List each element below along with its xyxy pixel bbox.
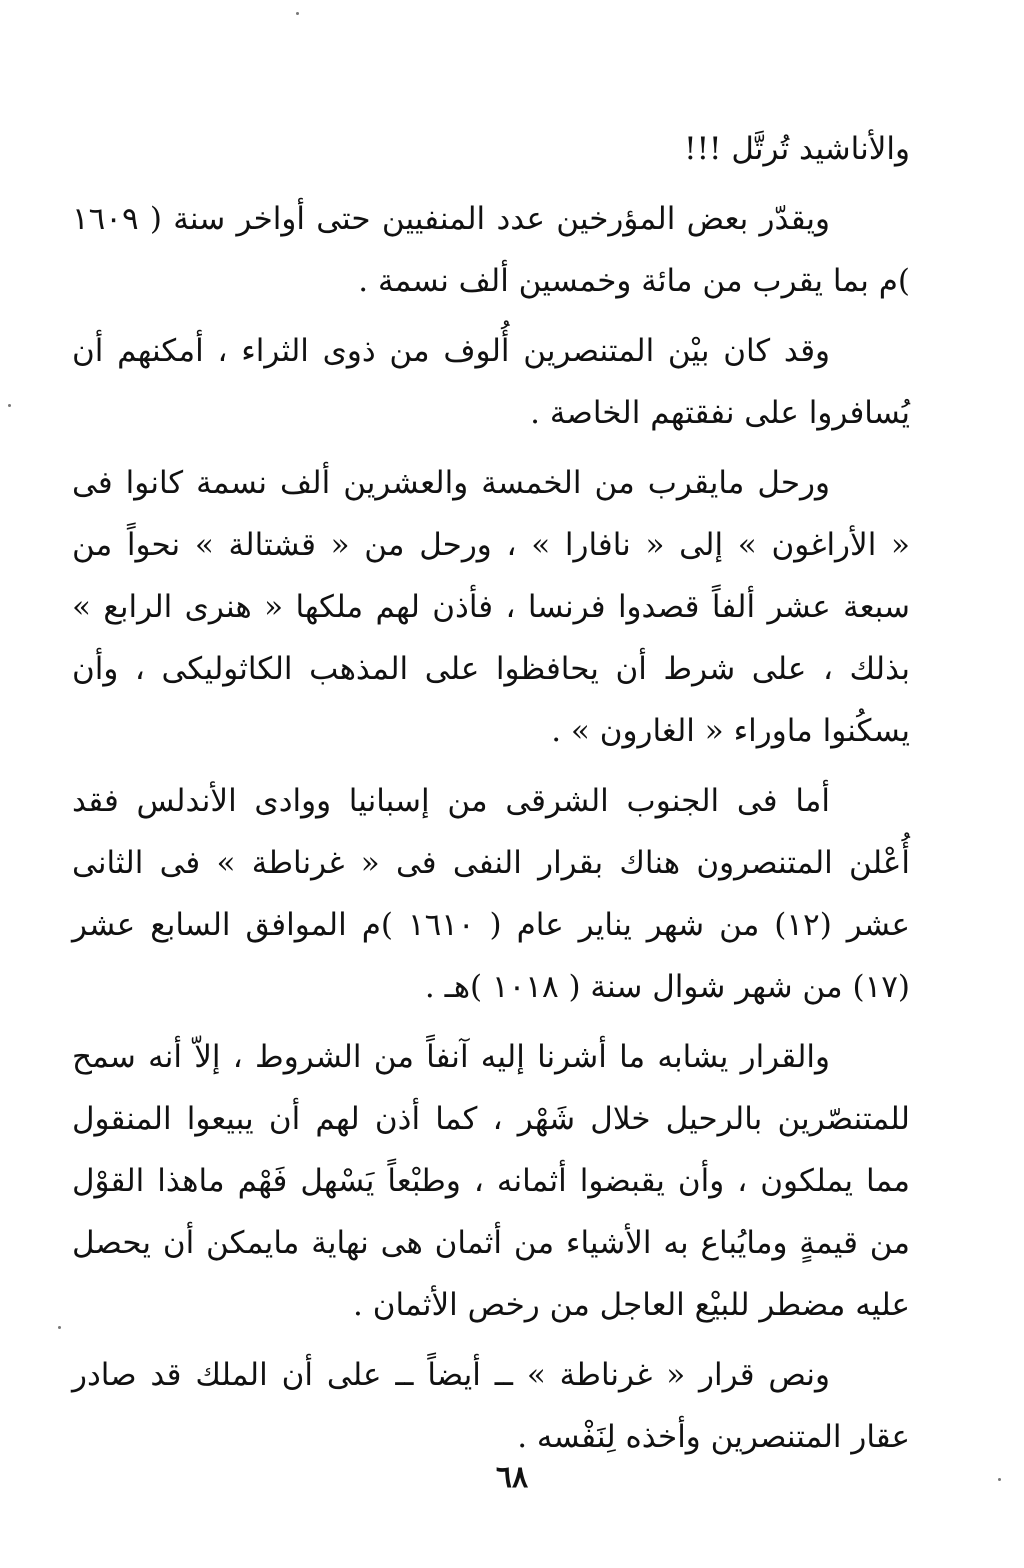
scan-speck <box>296 12 299 15</box>
scan-speck <box>998 1478 1001 1481</box>
paragraph-6: والقرار يشابه ما أشرنا إليه آنفاً من الشروط ، إلاّ أنه سمح للمتنصّرين بالرحيل خلال شَهْر ، كما أذن لهم أن يبيعوا المنقول مما يملكون ، وأن يقبضوا أثمانه ، وطبْعاً يَسْهل فَهْم ماهذا القوْل من قيمةٍ ومايُباع به الأشياء من أثمان هى نهاية مايمكن أن يحصل عليه مضطر للبيْع العاجل من رخص الأثمان . <box>72 1039 910 1323</box>
page-number: ٦٨ <box>495 1460 529 1495</box>
body-text <box>72 118 910 1476</box>
paragraph-3: وقد كان بيْن المتنصرين أُلوف من ذوى الثراء ، أمكنهم أن يُسافروا على نفقتهم الخاصة . <box>72 333 910 431</box>
paragraph-7: ونص قرار « غرناطة » ــ أيضاً ــ على أن الملك قد صادر عقار المتنصرين وأخذه لِنَفْسه . <box>72 1357 910 1455</box>
paragraph-2: ويقدّر بعض المؤرخين عدد المنفيين حتى أواخر سنة ( ١٦٠٩ )م بما يقرب من مائة وخمسين ألف نسمة . <box>72 201 910 299</box>
paragraph-1: والأناشيد تُرتَّل !!! <box>684 131 910 167</box>
paragraph-4: ورحل مايقرب من الخمسة والعشرين ألف نسمة كانوا فى « الأراغون » إلى « نافارا » ، ورحل من « قشتالة » نحواً من سبعة عشر ألفاً قصدوا فرنسا ، فأذن لهم ملكها « هنرى الرابع » بذلك ، على شرط أن يحافظوا على المذهب الكاثوليكى ، وأن يسكُنوا ماوراء « الغارون » . <box>72 465 910 749</box>
scan-speck <box>58 1326 61 1329</box>
paragraph-5: أما فى الجنوب الشرقى من إسبانيا ووادى الأندلس فقد أُعْلن المتنصرون هناك بقرار النفى فى « غرناطة » فى الثانى عشر (١٢) من شهر يناير عام ( ١٦١٠ )م الموافق السابع عشر (١٧) من شهر شوال سنة ( ١٠١٨ )هـ . <box>72 783 910 1005</box>
scan-speck <box>8 404 11 407</box>
